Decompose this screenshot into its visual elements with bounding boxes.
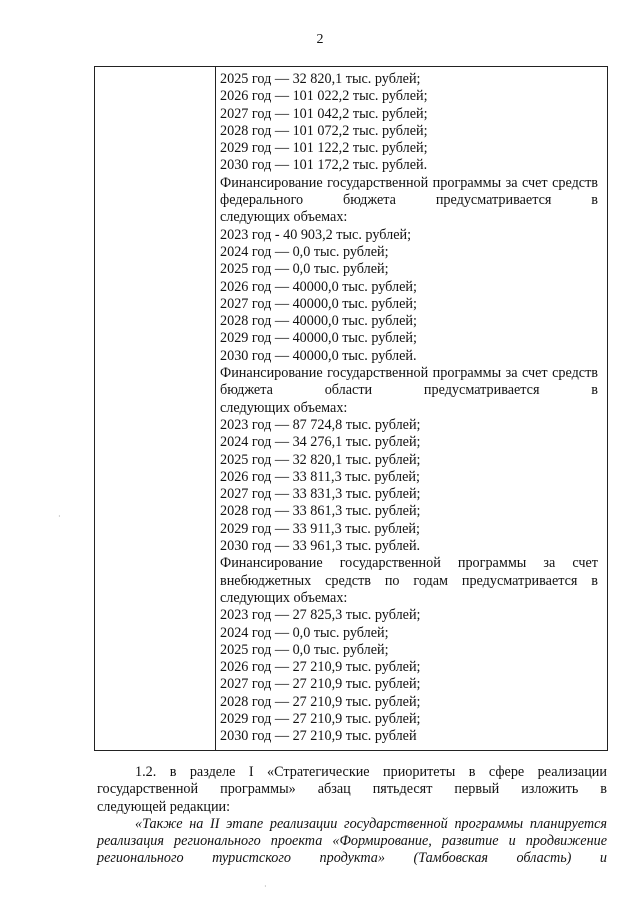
regional-budget-heading-end: следующих объемах: bbox=[220, 399, 348, 416]
table-line: 2028 год — 101 072,2 тыс. рублей; bbox=[220, 122, 428, 139]
table-line: 2026 год — 101 022,2 тыс. рублей; bbox=[220, 88, 428, 105]
regional-line: 2023 год — 87 724,8 тыс. рублей; bbox=[220, 416, 421, 433]
table-cell-financing bbox=[220, 71, 598, 746]
federal-line: 2028 год — 40000,0 тыс. рублей; bbox=[220, 313, 417, 330]
federal-line: 2026 год — 40000,0 тыс. рублей; bbox=[220, 278, 417, 295]
table-line: 2030 год — 101 172,2 тыс. рублей. bbox=[220, 157, 428, 174]
extrabudgetary-heading-end: следующих объемах: bbox=[220, 589, 348, 606]
extrabudgetary-line: 2026 год — 27 210,9 тыс. рублей; bbox=[220, 659, 421, 676]
extrabudgetary-line: 2024 год — 0,0 тыс. рублей; bbox=[220, 624, 389, 641]
scan-dot-mark: · bbox=[58, 512, 61, 521]
regional-budget-heading: Финансирование государственной программы за счет средств бюджета области предусматривается в bbox=[220, 365, 598, 399]
regional-line: 2029 год — 33 911,3 тыс. рублей; bbox=[220, 520, 420, 537]
regional-line: 2028 год — 33 861,3 тыс. рублей; bbox=[220, 503, 421, 520]
extrabudgetary-line: 2025 год — 0,0 тыс. рублей; bbox=[220, 641, 389, 658]
extrabudgetary-line: 2027 год — 27 210,9 тыс. рублей; bbox=[220, 676, 421, 693]
regional-line: 2030 год — 33 961,3 тыс. рублей. bbox=[220, 538, 421, 555]
financing-table bbox=[94, 66, 608, 751]
table-line: 2027 год — 101 042,2 тыс. рублей; bbox=[220, 105, 428, 122]
amendment-paragraph: 1.2. в разделе I «Стратегические приоритеты в сфере реализации государственной программы» абзац пятьдесят первый изложить в bbox=[97, 764, 607, 798]
extrabudgetary-line: 2023 год — 27 825,3 тыс. рублей; bbox=[220, 607, 421, 624]
extrabudgetary-line: 2028 год — 27 210,9 тыс. рублей; bbox=[220, 693, 421, 710]
quoted-paragraph: «Также на II этапе реализации государственной программы планируется реализация регионального проекта «Формирование, развитие и продвижение регионального туристского продукта» (Тамбовская область) и bbox=[97, 815, 607, 867]
federal-budget-heading: Финансирование государственной программы за счет средств федерального бюджета предусматривается в bbox=[220, 174, 598, 209]
regional-line: 2025 год — 32 820,1 тыс. рублей; bbox=[220, 451, 421, 468]
federal-line: 2029 год — 40000,0 тыс. рублей; bbox=[220, 330, 417, 347]
federal-line: 2025 год — 0,0 тыс. рублей; bbox=[220, 261, 389, 278]
table-line: 2029 год — 101 122,2 тыс. рублей; bbox=[220, 140, 428, 157]
scan-dot-mark: · bbox=[264, 882, 267, 891]
federal-line: 2024 год — 0,0 тыс. рублей; bbox=[220, 243, 389, 260]
regional-line: 2026 год — 33 811,3 тыс. рублей; bbox=[220, 468, 420, 485]
regional-line: 2024 год — 34 276,1 тыс. рублей; bbox=[220, 434, 421, 451]
table-line: 2025 год — 32 820,1 тыс. рублей; bbox=[220, 71, 421, 87]
federal-line: 2023 год - 40 903,2 тыс. рублей; bbox=[220, 226, 412, 243]
extrabudgetary-line: 2030 год — 27 210,9 тыс. рублей bbox=[220, 728, 417, 745]
extrabudgetary-heading: Финансирование государственной программы за счет внебюджетных средств по годам предусматривается в bbox=[220, 555, 598, 589]
federal-line: 2027 год — 40000,0 тыс. рублей; bbox=[220, 295, 417, 312]
page-number: 2 bbox=[316, 32, 324, 47]
regional-line: 2027 год — 33 831,3 тыс. рублей; bbox=[220, 486, 421, 503]
body-text bbox=[97, 764, 607, 868]
table-column-divider bbox=[215, 67, 216, 750]
federal-budget-heading-end: следующих объемах: bbox=[220, 209, 348, 226]
federal-line: 2030 год — 40000,0 тыс. рублей. bbox=[220, 347, 417, 364]
amendment-paragraph-end: следующей редакции: bbox=[97, 798, 231, 815]
extrabudgetary-line: 2029 год — 27 210,9 тыс. рублей; bbox=[220, 710, 421, 727]
